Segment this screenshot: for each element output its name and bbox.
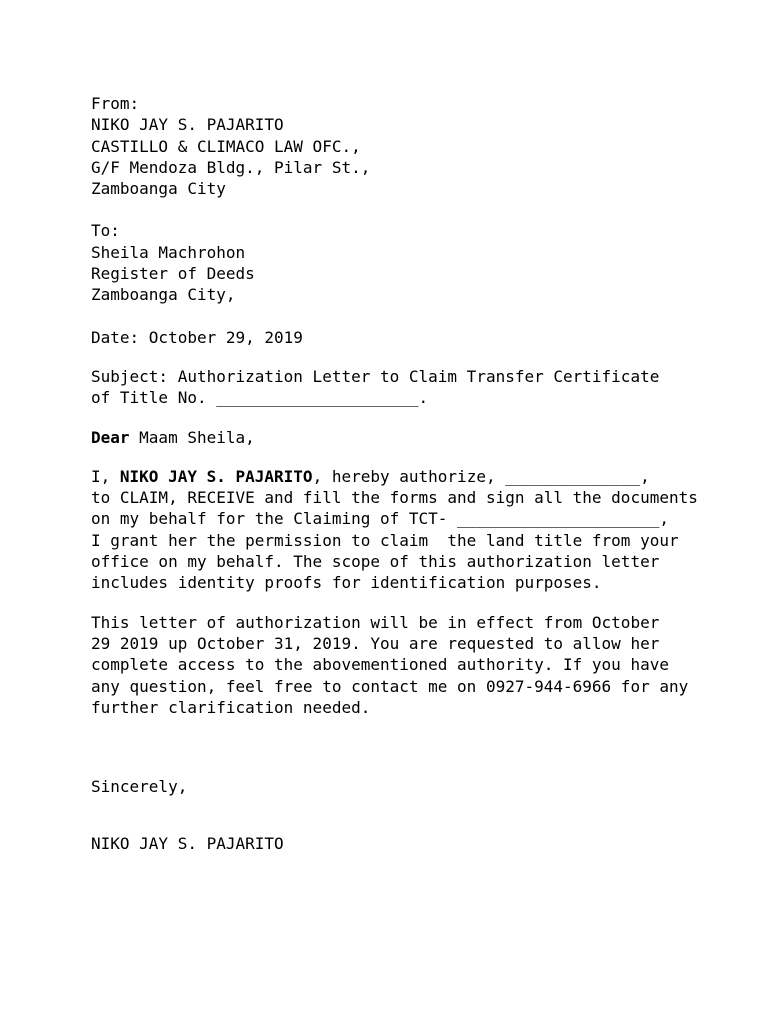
paragraph1-line-4: I grant her the permission to claim the land title from your [91,530,679,550]
paragraph1-line-2: to CLAIM, RECEIVE and fill the forms and sign all the documents [91,488,698,508]
paragraph2-line-3: complete access to the abovementioned authority. If you have [91,655,669,675]
sender-name: NIKO JAY S. PAJARITO [91,115,284,135]
sender-office: CASTILLO & CLIMACO LAW OFC., [91,136,361,156]
subject-line-1: Subject: Authorization Letter to Claim Transfer Certificate [91,366,660,386]
authorization-paragraph [91,466,698,594]
sender-block [91,93,691,199]
paragraph1-line-3: on my behalf for the Claiming of TCT- _____________________, [91,509,669,529]
paragraph1-line-6: includes identity proofs for identification purposes. [91,573,602,593]
paragraph1-post: , hereby authorize, ______________, [312,466,650,486]
salutation [91,427,691,448]
subject-block [91,366,691,409]
recipient-block [91,220,691,305]
signature-name: NIKO JAY S. PAJARITO [91,834,284,854]
paragraph1-bold-name: NIKO JAY S. PAJARITO [119,466,313,486]
recipient-office: Register of Deeds [91,264,255,284]
to-label: To: [91,221,120,241]
recipient-city: Zamboanga City, [91,285,236,305]
paragraph2-line-1: This letter of authorization will be in effect from October [91,612,660,632]
paragraph1-line-1 [91,466,691,487]
subject-line-2: of Title No. _____________________. [91,388,429,408]
closing: Sincerely, [91,777,188,797]
effectivity-paragraph [91,612,691,718]
letter-date: Date: October 29, 2019 [91,327,303,347]
salutation-rest: Maam Sheila, [129,427,255,447]
sender-address: G/F Mendoza Bldg., Pilar St., [91,157,371,177]
sender-city: Zamboanga City [91,179,226,199]
paragraph2-line-2: 29 2019 up October 31, 2019. You are requested to allow her [91,633,660,653]
recipient-name: Sheila Machrohon [91,242,246,262]
paragraph1-pre: I, [91,466,120,486]
from-label: From: [91,94,140,113]
salutation-bold: Dear [91,427,130,447]
paragraph2-line-5: further clarification needed. [91,697,371,717]
letter-body [91,93,698,855]
paragraph2-line-4: any question, feel free to contact me on 0927-944-6966 for any [91,676,689,696]
paragraph1-line-5: office on my behalf. The scope of this authorization letter [91,552,660,572]
